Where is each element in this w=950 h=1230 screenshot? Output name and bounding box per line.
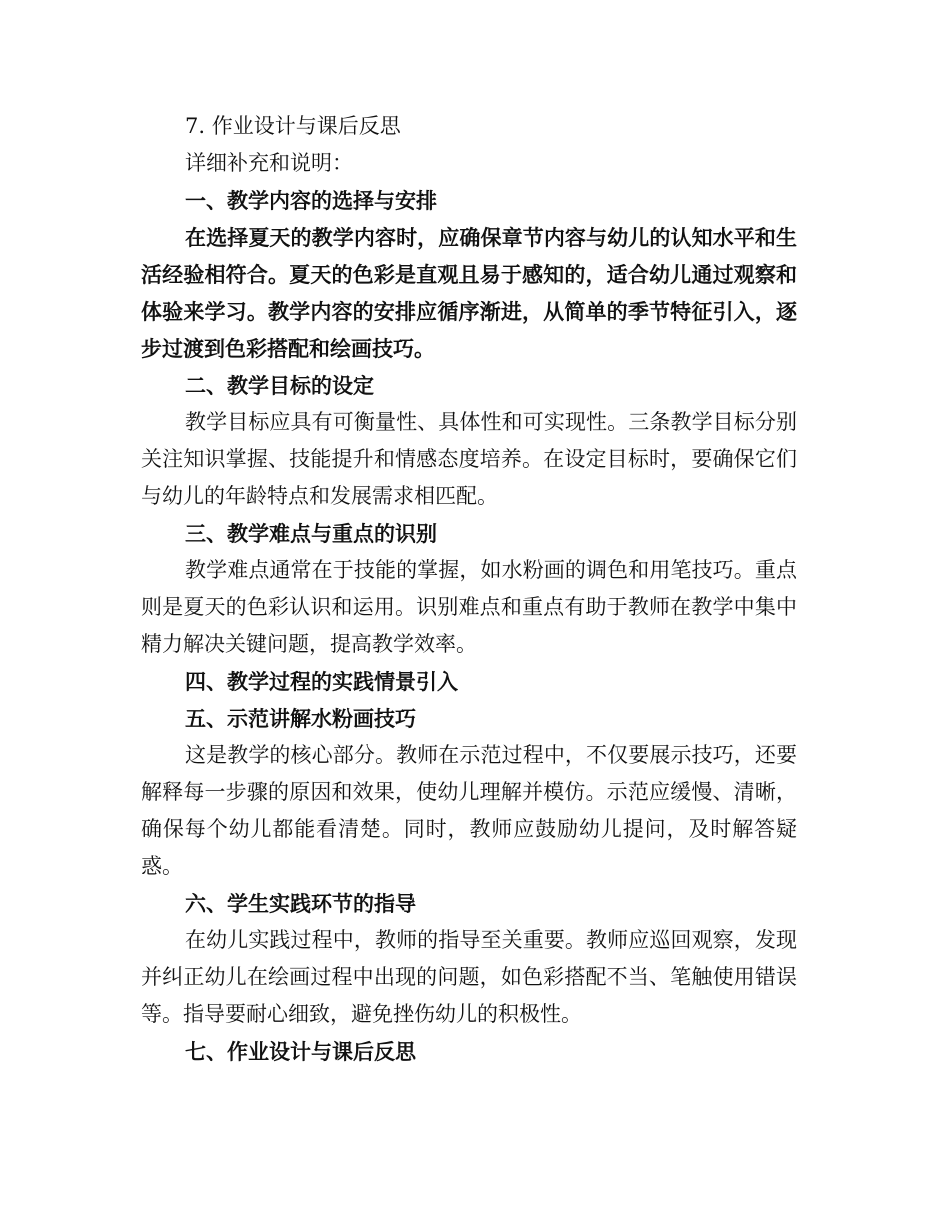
section-heading: 四、教学过程的实践情景引入 (185, 669, 458, 694)
section-heading: 二、教学目标的设定 (185, 373, 374, 398)
section-heading: 三、教学难点与重点的识别 (185, 521, 437, 546)
section-heading: 五、示范讲解水粉画技巧 (185, 706, 416, 731)
section-heading: 六、学生实践环节的指导 (185, 891, 416, 916)
section-body: 教学难点通常在于技能的掌握，如水粉画的调色和用笔技巧。重点则是夏天的色彩认识和运用。识别难点和重点有助于教师在教学中集中精力解决关键问题，提高教学效率。 (141, 558, 797, 656)
item-number-line: 7. 作业设计与课后反思 (185, 114, 401, 138)
intro-text: 详细补充和说明： (185, 151, 353, 175)
section-body: 在幼儿实践过程中，教师的指导至关重要。教师应巡回观察，发现并纠正幼儿在绘画过程中出现的问题，如色彩搭配不当、笔触使用错误等。指导要耐心细致，避免挫伤幼儿的积极性。 (141, 928, 797, 1026)
section-body: 在选择夏天的教学内容时，应确保章节内容与幼儿的认知水平和生活经验相符合。夏天的色彩是直观且易于感知的，适合幼儿通过观察和体验来学习。教学内容的安排应循序渐进，从简单的季节特征引入，逐步过渡到色彩搭配和绘画技巧。 (141, 225, 797, 361)
section-heading: 七、作业设计与课后反思 (185, 1039, 416, 1064)
section-body: 教学目标应具有可衡量性、具体性和可实现性。三条教学目标分别关注知识掌握、技能提升和情感态度培养。在设定目标时，要确保它们与幼儿的年龄特点和发展需求相匹配。 (141, 410, 797, 508)
section-heading: 一、教学内容的选择与安排 (185, 188, 437, 213)
section-body: 这是教学的核心部分。教师在示范过程中，不仅要展示技巧，还要解释每一步骤的原因和效果，使幼儿理解并模仿。示范应缓慢、清晰，确保每个幼儿都能看清楚。同时，教师应鼓励幼儿提问，及时解答疑惑。 (141, 743, 797, 878)
document-page (141, 108, 797, 1070)
